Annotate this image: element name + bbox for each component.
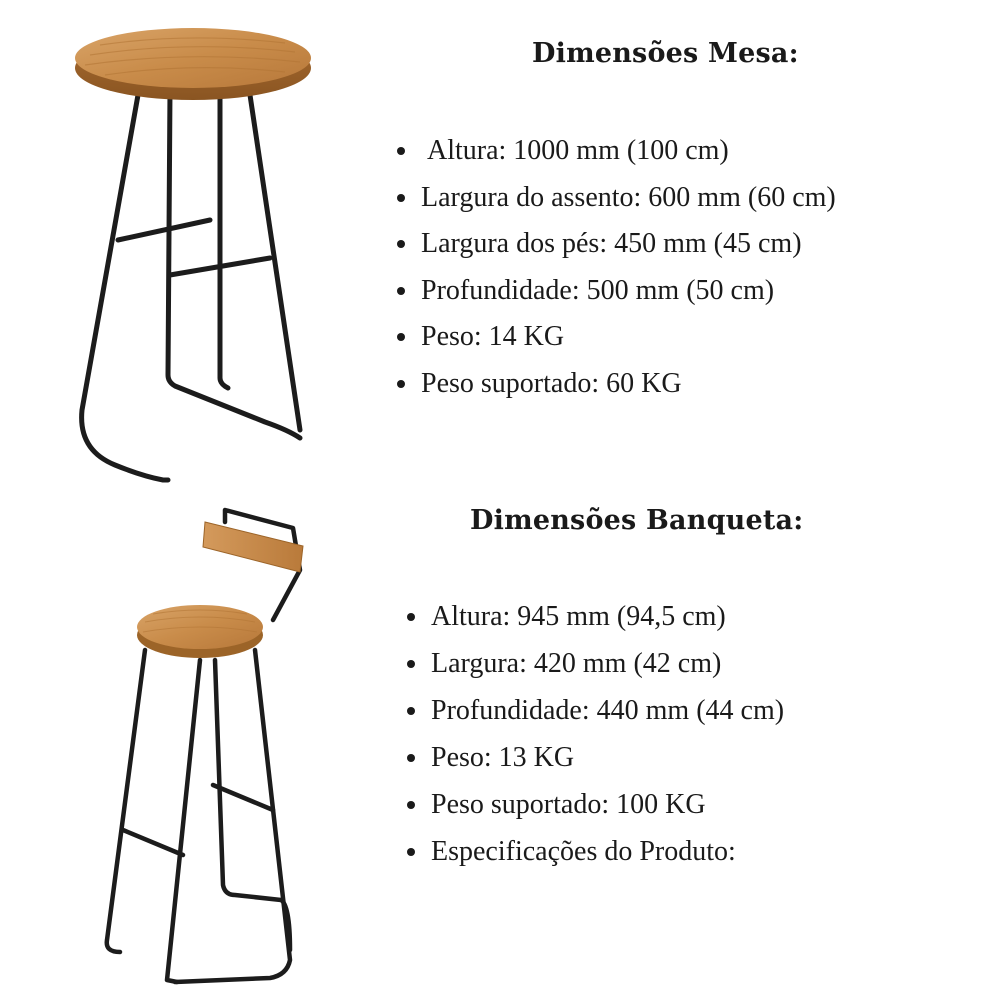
banqueta-spec-peso: Peso: 13 KG	[431, 742, 575, 773]
banqueta-spec-altura: Altura: 945 mm (94,5 cm)	[431, 601, 726, 632]
banqueta-spec-profundidade: Profundidade: 440 mm (44 cm)	[431, 695, 785, 726]
mesa-spec-peso: Peso: 14 KG	[421, 321, 565, 352]
banqueta-stool-image	[95, 500, 315, 990]
list-item	[395, 361, 836, 408]
mesa-spec-largura-pes: Largura dos pés: 450 mm (45 cm)	[421, 228, 802, 259]
banqueta-spec-especificacoes: Especificações do Produto:	[431, 836, 736, 867]
mesa-spec-altura: Altura: 1000 mm (100 cm)	[427, 135, 729, 166]
list-item	[395, 128, 836, 175]
mesa-spec-largura-assento: Largura do assento: 600 mm (60 cm)	[421, 181, 836, 213]
banqueta-spec-list	[405, 593, 784, 875]
list-item	[395, 314, 836, 361]
list-item	[395, 268, 836, 315]
list-item	[405, 687, 784, 734]
mesa-spec-peso-suportado: Peso suportado: 60 KG	[421, 367, 682, 399]
list-item	[405, 734, 784, 781]
list-item	[405, 640, 784, 687]
banqueta-spec-peso-suportado: Peso suportado: 100 KG	[431, 789, 706, 820]
mesa-heading: Dimensões Mesa:	[532, 38, 799, 69]
list-item	[395, 221, 836, 268]
mesa-stool-image	[60, 10, 330, 490]
mesa-spec-list	[395, 128, 836, 407]
mesa-spec-profundidade: Profundidade: 500 mm (50 cm)	[421, 274, 775, 306]
list-item	[405, 593, 784, 640]
list-item	[405, 781, 784, 828]
banqueta-heading: Dimensões Banqueta:	[470, 505, 804, 536]
list-item	[395, 175, 836, 222]
banqueta-spec-largura: Largura: 420 mm (42 cm)	[431, 648, 722, 679]
list-item	[405, 828, 784, 875]
